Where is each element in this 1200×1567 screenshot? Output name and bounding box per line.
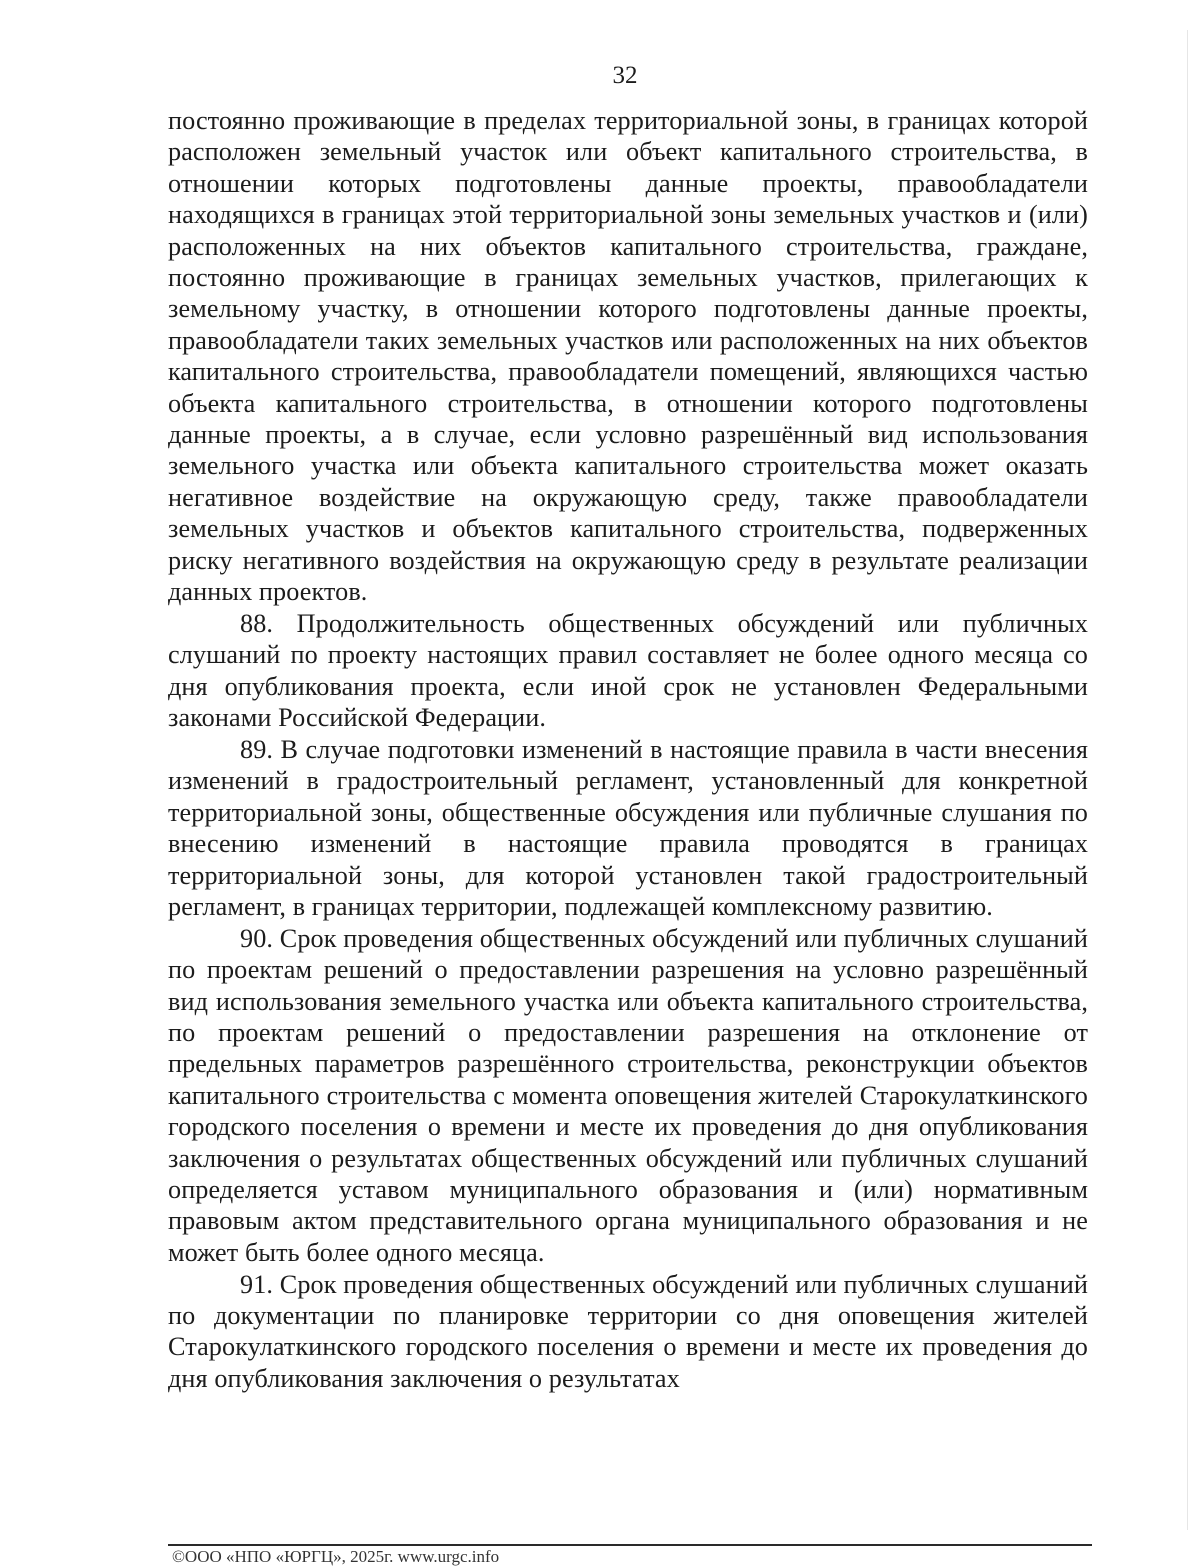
paragraph-continuation: постоянно проживающие в пределах территориальной зоны, в границах которой расположен земельный участок или объект капитального строительства, в отношении которых подготовлены данные проекты, правообладатели находящихся в границах этой территориальной зоны земельных участков и (или) расположенных на них объектов капитального строительства, граждане, постоянно проживающие в границах земельных участков, прилегающих к земельному участку, в отношении которого подготовлены данные проекты, правообладатели таких земельных участков или расположенных на них объектов капитального строительства, правообладатели помещений, являющихся частью объекта капитального строительства, в отношении которого подготовлены данные проекты, а в случае, если условно разрешённый вид использования земельного участка или объекта капитального строительства может оказать негативное воздействие на окружающую среду, также правообладатели земельных участков и объектов капитального строительства, подверженных риску негативного воздействия на окружающую среду в результате реализации данных проектов. <box>168 106 1088 607</box>
footer-copyright: ©ООО «НПО «ЮРГЦ», 2025г. www.urgc.info <box>172 1547 500 1566</box>
paragraph-91: 91. Срок проведения общественных обсуждений или публичных слушаний по документации по планировке территории со дня оповещения жителей Старокулаткинского городского поселения о времени и месте их проведения до дня опубликования заключения о результатах <box>168 1269 1088 1393</box>
page-number: 32 <box>612 62 638 89</box>
document-body <box>168 105 1088 1394</box>
paragraph-88: 88. Продолжительность общественных обсуждений или публичных слушаний по проекту настоящих правил составляет не более одного месяца со дня опубликования проекта, если иной срок не установлен Федеральными законами Российской Федерации. <box>168 608 1088 733</box>
paragraph-90: 90. Срок проведения общественных обсуждений или публичных слушаний по проектам решений о предоставлении разрешения на условно разрешённый вид использования земельного участка или объекта капитального строительства, по проектам решений о предоставлении разрешения на отклонение от предельных параметров разрешённого строительства, реконструкции объектов капитального строительства с момента оповещения жителей Старокулаткинского городского поселения о времени и месте их проведения до дня опубликования заключения о результатах общественных обсуждений или публичных слушаний определяется уставом муниципального образования и (или) нормативным правовым актом представительного органа муниципального образования и не может быть более одного месяца. <box>168 923 1088 1267</box>
footer-divider <box>168 1544 1092 1546</box>
paragraph-89: 89. В случае подготовки изменений в настоящие правила в части внесения изменений в градостроительный регламент, установленный для конкретной территориальной зоны, общественные обсуждения или публичные слушания по внесению изменений в настоящие правила проводятся в границах территориальной зоны, для которой установлен такой градостроительный регламент, в границах территории, подлежащей комплексному развитию. <box>168 734 1088 921</box>
scan-edge-line <box>1187 30 1188 1530</box>
